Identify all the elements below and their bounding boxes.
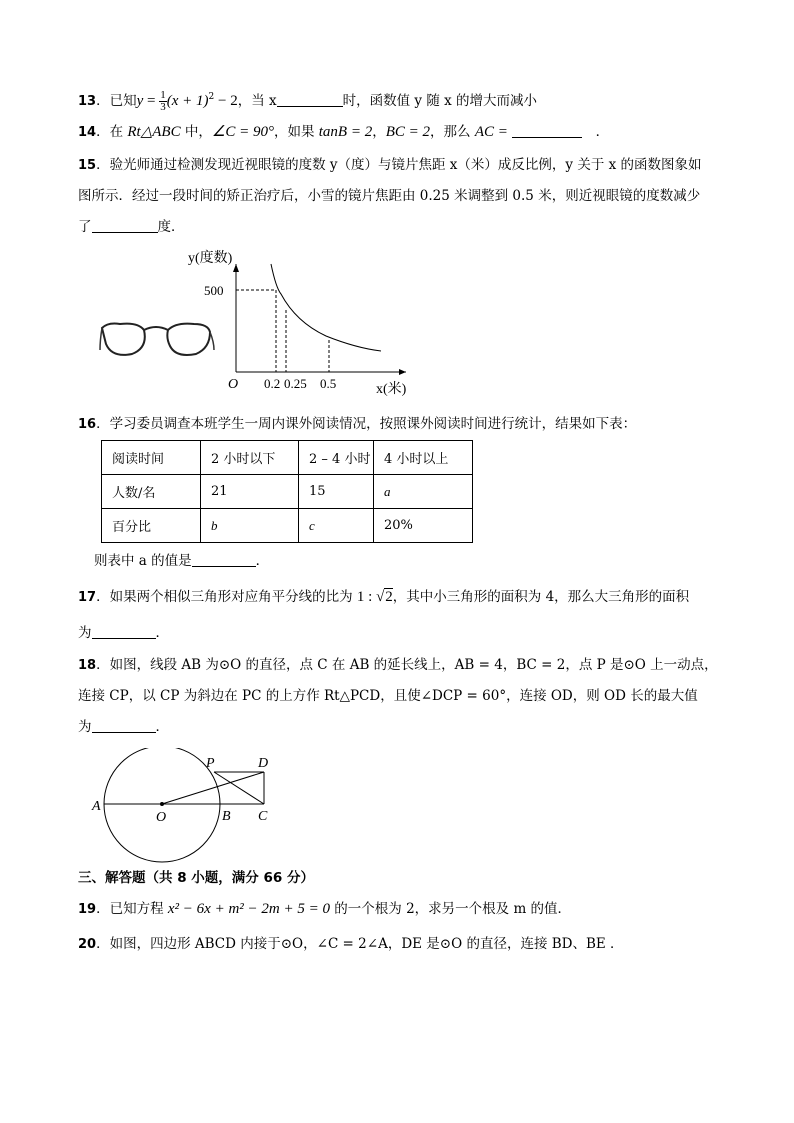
question-text: ．验光师通过检测发现近视眼镜的度数 y（度）与镜片焦距 x（米）成反比例，y 关于 x 的函数图象如 xyxy=(96,157,702,173)
question-text: 连接 CP，以 CP 为斜边在 PC 的上方作 Rt△PCD，且使∠DCP = 60°，连接 OD，则 OD 长的最大值 xyxy=(78,688,698,704)
question-text: ．在 xyxy=(96,124,128,140)
formula: AC = xyxy=(474,124,512,140)
question-text: ， xyxy=(372,124,386,140)
formula: BC = 2 xyxy=(385,124,431,140)
line-pc xyxy=(214,772,264,804)
fraction xyxy=(159,90,167,113)
question-16 xyxy=(78,414,636,435)
question-text: 了 xyxy=(78,219,92,235)
question-text: ．学习委员调查本班学生一周内课外阅读情况，按照课外阅读时间进行统计，结果如下表： xyxy=(96,416,637,432)
question-text: 为 xyxy=(78,625,92,641)
table-row xyxy=(102,509,473,543)
table-cell: 阅读时间 xyxy=(102,441,201,475)
question-17 xyxy=(78,587,689,608)
label-p: P xyxy=(206,756,215,771)
table-cell: b xyxy=(201,509,299,543)
formula-op: = xyxy=(143,93,160,109)
table-row xyxy=(102,441,473,475)
origin-label: O xyxy=(228,377,239,392)
question-number: 13 xyxy=(78,94,97,109)
table-cell: 21 xyxy=(201,475,299,509)
table-cell: 2 小时以下 xyxy=(201,441,299,475)
answer-blank[interactable] xyxy=(92,218,158,233)
answer-blank[interactable] xyxy=(192,552,256,567)
question-number: 14 xyxy=(78,125,97,140)
x-axis-label: x(米) xyxy=(376,382,407,396)
question-19 xyxy=(78,899,571,920)
question-text: 为 xyxy=(78,719,92,735)
question-text: 图所示．经过一段时间的矫正治疗后，小雪的镜片焦距由 0.25 米调整到 0.5 米，则近视眼镜的度数减少 xyxy=(78,188,701,204)
hyperbola-curve xyxy=(271,264,381,351)
y-tick-500: 500 xyxy=(204,283,224,298)
question-text: ，如果 xyxy=(273,124,319,140)
question-16-after xyxy=(94,551,269,571)
x-axis-arrow xyxy=(399,369,406,375)
question-18-line-2 xyxy=(78,686,698,706)
sqrt: √2 xyxy=(376,589,393,605)
question-15-line-3 xyxy=(78,217,185,237)
question-15-line-1 xyxy=(78,155,702,176)
label-d: D xyxy=(258,756,269,771)
question-text: 度． xyxy=(157,219,185,235)
question-text: 中， xyxy=(180,124,212,140)
answer-blank[interactable] xyxy=(277,92,343,107)
question-text: ． xyxy=(255,553,270,569)
x-tick-0.25: 0.25 xyxy=(284,376,307,391)
question-text: ，其中小三角形的面积为 4，那么大三角形的面积 xyxy=(392,589,690,605)
question-text: ． xyxy=(155,625,169,641)
question-number: 18 xyxy=(78,658,97,673)
question-text: ．已知方程 xyxy=(96,901,168,917)
equation: x² − 6x + m² − 2m + 5 = 0 xyxy=(167,901,330,917)
question-text: ，当 x xyxy=(237,93,277,109)
formula: tanB = 2 xyxy=(318,124,373,140)
answer-blank[interactable] xyxy=(92,718,156,733)
table-cell: 人数/名 xyxy=(102,475,201,509)
question-text: ．如果两个相似三角形对应角平分线的比为 xyxy=(96,589,357,605)
question-text: ．已知 xyxy=(96,93,137,109)
label-c: C xyxy=(258,809,268,824)
question-text: ，那么 xyxy=(430,124,475,140)
sqrt-radicand: 2 xyxy=(385,589,393,605)
question-text: ．如图，线段 AB 为⊙O 的直径，点 C 在 AB 的延长线上，AB = 4，BC = 2，点 P 是⊙O 上一动点， xyxy=(96,657,718,673)
question-18-line-3 xyxy=(78,717,169,737)
formula-part: (x + 1) xyxy=(166,93,209,109)
circle-geometry-figure xyxy=(90,748,290,864)
question-text: ．如图，四边形 ABCD 内接于⊙O，∠C = 2∠A，DE 是⊙O 的直径，连接 BD、BE ． xyxy=(96,936,624,952)
exponent: 2 xyxy=(208,92,215,102)
question-number: 16 xyxy=(78,417,97,432)
fraction-numerator: 1 xyxy=(160,89,166,101)
question-number: 19 xyxy=(78,902,97,917)
table-cell: 15 xyxy=(299,475,374,509)
table-cell: 2 – 4 小时 xyxy=(299,441,374,475)
question-text: ． xyxy=(155,719,169,735)
question-number: 15 xyxy=(78,158,97,173)
table-cell: a xyxy=(374,475,473,509)
formula: Rt△ABC xyxy=(127,124,181,140)
answer-blank[interactable] xyxy=(92,624,156,639)
y-axis-arrow xyxy=(233,264,239,272)
table-cell: 4 小时以上 xyxy=(374,441,473,475)
question-number: 17 xyxy=(78,590,97,605)
question-number: 20 xyxy=(78,937,97,952)
inverse-function-graph xyxy=(186,244,416,396)
question-text: 则表中 a 的值是 xyxy=(94,553,192,569)
y-axis-label: y(度数) xyxy=(188,251,233,266)
center-dot xyxy=(160,802,164,806)
question-text: 时，函数值 y 随 x 的增大而减小 xyxy=(342,93,538,109)
question-18-line-1 xyxy=(78,655,718,676)
question-text: ． xyxy=(595,124,610,140)
formula: ∠C = 90° xyxy=(211,124,274,140)
reading-time-table xyxy=(101,440,473,543)
label-o: O xyxy=(156,810,167,825)
question-13 xyxy=(78,87,537,113)
formula-tail: − 2 xyxy=(214,93,238,109)
question-14 xyxy=(78,122,609,143)
question-15-line-2 xyxy=(78,186,700,206)
x-tick-0.5: 0.5 xyxy=(320,376,337,391)
table-row xyxy=(102,475,473,509)
label-a: A xyxy=(92,799,101,814)
x-tick-0.2: 0.2 xyxy=(264,376,281,391)
table-cell: c xyxy=(299,509,374,543)
section-title: 三、解答题（共 8 小题，满分 66 分） xyxy=(78,870,314,886)
table-cell: 百分比 xyxy=(102,509,201,543)
label-b: B xyxy=(222,809,231,824)
question-20 xyxy=(78,934,624,955)
answer-blank[interactable] xyxy=(512,123,582,138)
ratio: 1 : xyxy=(356,589,377,605)
fraction-denominator: 3 xyxy=(160,101,166,113)
section-3-title xyxy=(78,868,314,888)
formula-var: y xyxy=(136,93,144,109)
question-text: 的一个根为 2，求另一个根及 m 的值． xyxy=(329,901,572,917)
table-cell: 20% xyxy=(374,509,473,543)
question-17-line-2 xyxy=(78,623,169,643)
